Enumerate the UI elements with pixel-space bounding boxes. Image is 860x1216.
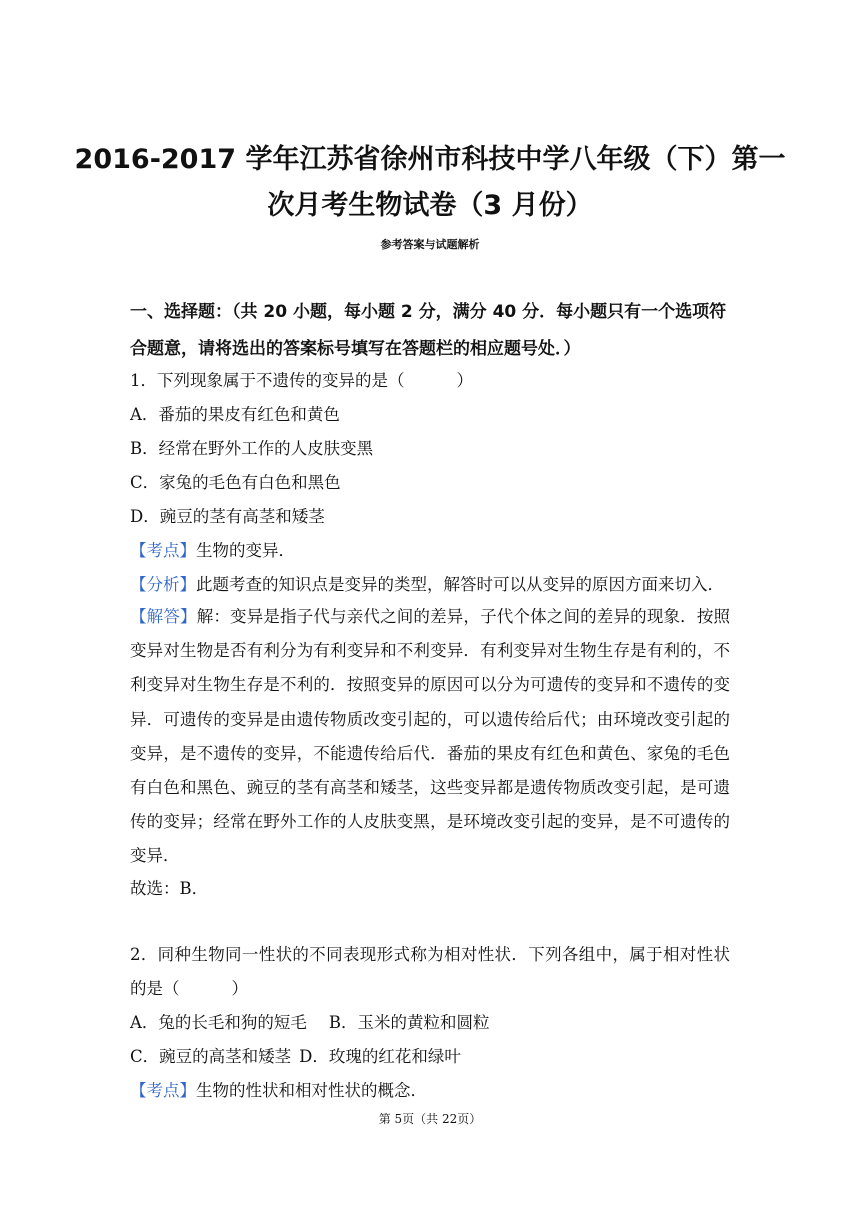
question-2-options-row-1 (130, 1006, 740, 1040)
question-1-option-c: C．家兔的毛色有白色和黑色 (130, 473, 341, 492)
question-2-option-a: A．兔的长毛和狗的短毛 (130, 1013, 307, 1032)
kaodian-text: 生物的变异． (196, 541, 295, 560)
fenxi-text: 此题考查的知识点是变异的类型，解答时可以从变异的原因方面来切入． (196, 575, 724, 594)
question-1-option-d: D．豌豆的茎有高茎和矮茎 (130, 507, 325, 526)
kaodian-text: 生物的性状和相对性状的概念． (196, 1081, 427, 1100)
jieda-text: 解：变异是指子代与亲代之间的差异，子代个体之间的差异的现象．按照变异对生物是否有利分为有利变异和不利变异．有利变异对生物生存是有利的，不利变异对生物生存是不利的．按照变异的原因可以分为可遗传的变异和不遗传的变异．可遗传的变异是由遗传物质改变引起的，可以遗传给后代；由环境改变引起的变异，是不遗传的变异，不能遗传给后代．番茄的果皮有红色和黄色、家兔的毛色有白色和黑色、豌豆的茎有高茎和矮茎，这些变异都是遗传物质改变引起，是可遗传的变异；经常在野外工作的人皮肤变黑，是环境改变引起的变异，是不可遗传的变异． (130, 607, 731, 866)
jieda-tag: 【解答】 (130, 607, 197, 626)
question-1-stem-text: 1．下列现象属于不遗传的变异的是（ (130, 371, 405, 390)
question-2-stem-close: ） (231, 979, 248, 999)
question-2-options-row-2 (130, 1040, 740, 1074)
question-1-jieda (130, 600, 730, 874)
question-2-option-c: C．豌豆的高茎和矮茎 (130, 1047, 292, 1066)
kaodian-tag: 【考点】 (130, 541, 196, 560)
page-footer: 第 5页（共 22页） (378, 1112, 482, 1126)
document-subtitle: 参考答案与试题解析 (380, 238, 480, 251)
question-2-option-d: D．玫瑰的红花和绿叶 (299, 1047, 461, 1066)
question-1-stem (130, 364, 740, 398)
fenxi-tag: 【分析】 (130, 575, 196, 594)
section-heading: 一、选择题：（共 20 小题，每小题 2 分，满分 40 分．每小题只有一个选项符合题意，请将选出的答案标号填写在答题栏的相应题号处．） (130, 302, 727, 359)
question-1-fenxi (130, 568, 740, 602)
question-1-stem-close: ） (456, 371, 473, 390)
question-1-kaodian (130, 534, 740, 568)
question-2-option-b: B．玉米的黄粒和圆粒 (328, 1013, 490, 1032)
question-1-option-a: A．番茄的果皮有红色和黄色 (130, 405, 340, 424)
question-1-option-b: B．经常在野外工作的人皮肤变黑 (130, 439, 374, 458)
kaodian-tag: 【考点】 (130, 1081, 196, 1100)
question-1-answer: 故选：B． (130, 879, 209, 898)
question-2-stem-text: 2．同种生物同一性状的不同表现形式称为相对性状．下列各组中，属于相对性状的是（ (130, 945, 730, 999)
document-title-line-2: 次月考生物试卷（3 月份） (267, 190, 593, 221)
document-title-line-1: 2016-2017 学年江苏省徐州市科技中学八年级（下）第一 (74, 144, 786, 175)
question-2-kaodian (130, 1074, 740, 1108)
question-2-stem (130, 938, 730, 1006)
